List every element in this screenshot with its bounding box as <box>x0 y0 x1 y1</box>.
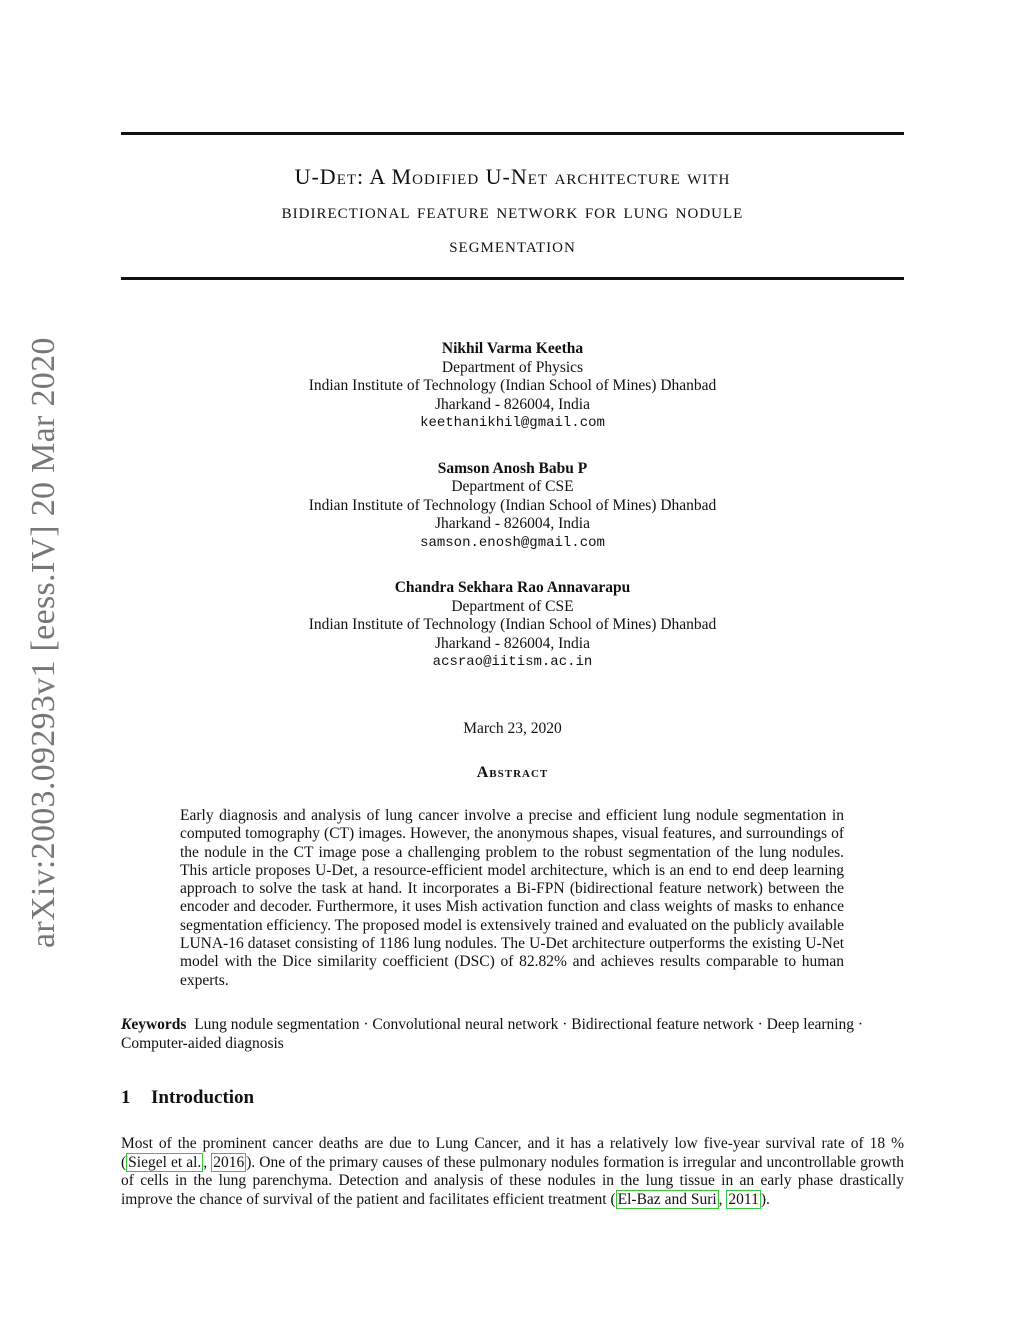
section-title: Introduction <box>151 1087 255 1108</box>
paper-title <box>121 160 904 262</box>
author-entry <box>121 579 904 672</box>
author-entry <box>121 460 904 553</box>
author-department: Department of CSE <box>451 597 574 615</box>
citation-separator: , <box>718 1190 727 1208</box>
title-rule-bottom <box>121 277 904 280</box>
citation-link[interactable]: El-Baz and Suri <box>617 1190 717 1208</box>
citation-link[interactable]: Siegel et al. <box>128 1153 202 1171</box>
keywords-label-initial: K <box>121 1016 132 1033</box>
author-location: Jharkand - 826004, India <box>435 395 590 413</box>
intro-text-part-1: Most of the prominent cancer deaths are due to Lung Cancer, and it has a relatively low five-year survival rate of 18 % ( <box>121 1135 904 1171</box>
title-line-3: segmentation <box>449 232 576 257</box>
publication-date: March 23, 2020 <box>463 720 562 737</box>
keywords-label <box>121 1016 186 1033</box>
author-name: Nikhil Varma Keetha <box>441 340 584 357</box>
author-department: Department of Physics <box>441 358 584 376</box>
introduction-paragraph <box>121 1135 904 1209</box>
author-department: Department of CSE <box>451 478 574 495</box>
author-name: Samson Anosh Babu P <box>437 459 588 477</box>
author-location: Jharkand - 826004, India <box>435 634 590 652</box>
citation-link[interactable]: 2011 <box>728 1190 759 1208</box>
title-line-1: U-Det: A Modified U-Net architecture with <box>294 164 731 189</box>
author-institute: Indian Institute of Technology (Indian School of Mines) Dhanbad <box>308 377 717 394</box>
author-entry <box>121 340 904 433</box>
abstract-text: Early diagnosis and analysis of lung cancer involve a precise and efficient lung nodule segmentation in computed tomography (CT) images. However, the anonymous shapes, visual features, and surroundings of the nodule in the CT image pose a challenging problem to the robust segmentation of the lung nodules. This article proposes U-Det, a resource-efficient model architecture, which is an end to end deep learning approach to solve the task at hand. It incorporates a Bi-FPN (bidirectional feature network) between the encoder and decoder. Furthermore, it uses Mish activation function and class weights of masks to enhance segmentation efficiency. The proposed model is extensively trained and evaluated on the publicly available LUNA-16 dataset consisting of 1186 lung nodules. The U-Det architecture outperforms the existing U-Net model with the Dice similarity coefficient (DSC) of 82.82% and achieves results comparable to human experts. <box>180 807 844 989</box>
title-rule-top <box>121 132 904 135</box>
author-name: Chandra Sekhara Rao Annavarapu <box>394 579 631 596</box>
abstract-heading: Abstract <box>476 764 549 781</box>
keywords-label-rest: eywords <box>131 1016 187 1033</box>
citation-separator: , <box>203 1153 212 1171</box>
intro-text-part-2: ). One of the primary causes of these pulmonary nodules formation is irregular and uncontrollable growth of cells in the lung parenchyma. Detection and analysis of these nodules in the lung tissue in an early phase drastically improve the chance of survival of the patient and facilitates efficient treatment ( <box>121 1153 905 1208</box>
author-email[interactable]: acsrao@iitism.ac.in <box>432 654 593 670</box>
section-heading-introduction <box>121 1087 254 1109</box>
keywords-line <box>121 1016 904 1053</box>
arxiv-identifier-stamp: arXiv:2003.09293v1 [eess.IV] 20 Mar 2020 <box>25 337 62 948</box>
citation-link[interactable]: 2016 <box>213 1153 245 1171</box>
author-email[interactable]: samson.enosh@gmail.com <box>420 534 605 551</box>
author-email[interactable]: keethanikhil@gmail.com <box>420 415 605 431</box>
author-institute: Indian Institute of Technology (Indian School of Mines) Dhanbad <box>308 496 717 514</box>
author-block <box>121 340 904 699</box>
keywords-text: Lung nodule segmentation · Convolutional neural network · Bidirectional feature network · Deep learning · Computer-aided diagnosis <box>121 1016 864 1052</box>
intro-text-part-3: ). <box>760 1190 770 1208</box>
title-line-2: bidirectional feature network for lung nodule <box>281 198 744 223</box>
author-location: Jharkand - 826004, India <box>435 515 590 532</box>
section-number: 1 <box>121 1087 131 1108</box>
author-institute: Indian Institute of Technology (Indian School of Mines) Dhanbad <box>308 616 717 633</box>
